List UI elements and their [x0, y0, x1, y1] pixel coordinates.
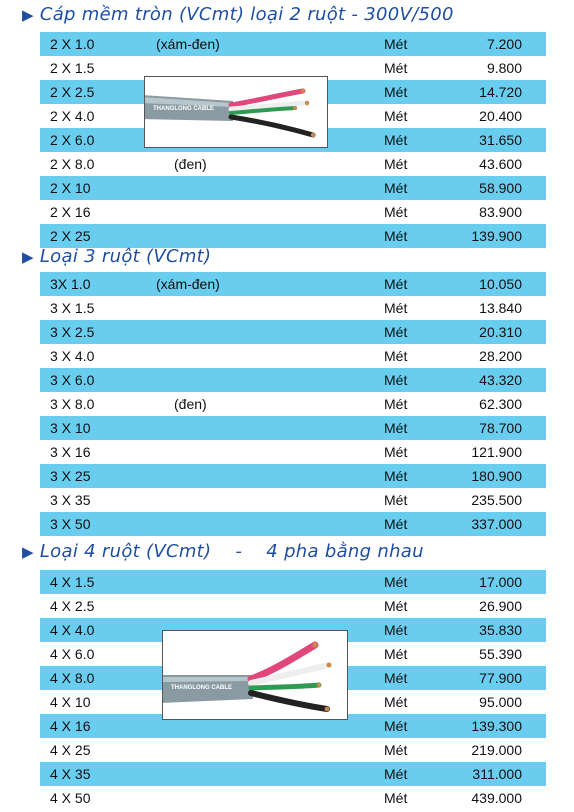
unit-cell: Mét: [384, 420, 408, 436]
size-cell: 4 X 6.0: [50, 646, 95, 662]
unit-cell: Mét: [384, 228, 408, 244]
section-2-heading: [22, 246, 211, 267]
size-cell: 3 X 4.0: [50, 348, 95, 364]
price-cell: 139.900: [471, 228, 522, 244]
unit-cell: Mét: [384, 396, 408, 412]
note-cell: (đen): [174, 156, 207, 172]
cable-illustration-2-core: [145, 77, 327, 147]
note-cell: (xám-đen): [156, 36, 220, 52]
unit-cell: Mét: [384, 646, 408, 662]
price-cell: 43.600: [479, 156, 522, 172]
price-cell: 180.900: [471, 468, 522, 484]
section-1-title: Cáp mềm tròn (VCmt) loại 2 ruột - 300V/500: [39, 4, 454, 25]
price-cell: 13.840: [479, 300, 522, 316]
table-row: [40, 786, 546, 810]
price-cell: 62.300: [479, 396, 522, 412]
unit-cell: Mét: [384, 276, 408, 292]
unit-cell: Mét: [384, 84, 408, 100]
unit-cell: Mét: [384, 598, 408, 614]
unit-cell: Mét: [384, 60, 408, 76]
size-cell: 2 X 6.0: [50, 132, 95, 148]
table-row: [40, 272, 546, 296]
table-row: [40, 176, 546, 200]
table-row: [40, 570, 546, 594]
unit-cell: Mét: [384, 180, 408, 196]
price-cell: 78.700: [479, 420, 522, 436]
price-cell: 439.000: [471, 790, 522, 806]
unit-cell: Mét: [384, 492, 408, 508]
table-row: [40, 368, 546, 392]
cable-photo-2-core: [144, 76, 328, 148]
triangle-bullet-icon: ▶: [22, 248, 34, 266]
unit-cell: Mét: [384, 132, 408, 148]
unit-cell: Mét: [384, 766, 408, 782]
size-cell: 4 X 10: [50, 694, 91, 710]
unit-cell: Mét: [384, 36, 408, 52]
unit-cell: Mét: [384, 372, 408, 388]
section-3-title: Loại 4 ruột (VCmt) - 4 pha bằng nhau: [39, 541, 424, 562]
unit-cell: Mét: [384, 444, 408, 460]
price-cell: 43.320: [479, 372, 522, 388]
price-cell: 219.000: [471, 742, 522, 758]
table-row: [40, 224, 546, 248]
table-row: [40, 488, 546, 512]
table-row: [40, 416, 546, 440]
unit-cell: Mét: [384, 670, 408, 686]
table-row: [40, 762, 546, 786]
unit-cell: Mét: [384, 574, 408, 590]
size-cell: 3 X 10: [50, 420, 91, 436]
size-cell: 2 X 16: [50, 204, 91, 220]
size-cell: 4 X 4.0: [50, 622, 95, 638]
price-cell: 28.200: [479, 348, 522, 364]
table-row: [40, 32, 546, 56]
table-row: [40, 594, 546, 618]
size-cell: 4 X 16: [50, 718, 91, 734]
unit-cell: Mét: [384, 790, 408, 806]
cable-photo-4-core: [162, 630, 348, 720]
table-row: [40, 464, 546, 488]
price-cell: 17.000: [479, 574, 522, 590]
note-cell: (xám-đen): [156, 276, 220, 292]
size-cell: 4 X 2.5: [50, 598, 95, 614]
size-cell: 2 X 8.0: [50, 156, 95, 172]
price-cell: 14.720: [479, 84, 522, 100]
size-cell: 2 X 2.5: [50, 84, 95, 100]
size-cell: 3 X 35: [50, 492, 91, 508]
price-cell: 311.000: [472, 766, 522, 782]
section-2-title: Loại 3 ruột (VCmt): [39, 246, 212, 267]
unit-cell: Mét: [384, 300, 408, 316]
price-cell: 9.800: [486, 60, 522, 76]
size-cell: 2 X 25: [50, 228, 91, 244]
size-cell: 4 X 35: [50, 766, 91, 782]
table-row: [40, 512, 546, 536]
table-row: [40, 320, 546, 344]
cable-wordmark: THANGLONG CABLE: [153, 106, 214, 112]
unit-cell: Mét: [384, 108, 408, 124]
triangle-bullet-icon: ▶: [22, 543, 34, 561]
unit-cell: Mét: [384, 204, 408, 220]
size-cell: 4 X 50: [50, 790, 91, 806]
price-cell: 58.900: [479, 180, 522, 196]
size-cell: 3 X 8.0: [50, 396, 95, 412]
size-cell: 3 X 16: [50, 444, 91, 460]
table-row: [40, 296, 546, 320]
size-cell: 4 X 1.5: [50, 574, 95, 590]
unit-cell: Mét: [384, 324, 408, 340]
price-cell: 337.000: [471, 516, 522, 532]
price-cell: 31.650: [479, 132, 522, 148]
table-row: [40, 392, 546, 416]
unit-cell: Mét: [384, 468, 408, 484]
section-2-table: [40, 272, 546, 536]
price-cell: 35.830: [479, 622, 522, 638]
size-cell: 3 X 25: [50, 468, 91, 484]
price-cell: 95.000: [479, 694, 522, 710]
price-cell: 10.050: [479, 276, 522, 292]
unit-cell: Mét: [384, 622, 408, 638]
table-row: [40, 738, 546, 762]
price-cell: 77.900: [479, 670, 522, 686]
unit-cell: Mét: [384, 516, 408, 532]
price-cell: 7.200: [486, 36, 522, 52]
size-cell: 2 X 1.5: [50, 60, 95, 76]
section-1-heading: [22, 4, 454, 25]
unit-cell: Mét: [384, 694, 408, 710]
section-3-heading: [22, 541, 424, 562]
price-cell: 26.900: [479, 598, 522, 614]
size-cell: 3X 1.0: [50, 276, 91, 292]
unit-cell: Mét: [384, 742, 408, 758]
price-cell: 83.900: [479, 204, 522, 220]
unit-cell: Mét: [384, 156, 408, 172]
size-cell: 4 X 8.0: [50, 670, 95, 686]
size-cell: 4 X 25: [50, 742, 91, 758]
size-cell: 2 X 10: [50, 180, 91, 196]
table-row: [40, 344, 546, 368]
size-cell: 2 X 4.0: [50, 108, 95, 124]
size-cell: 3 X 1.5: [50, 300, 95, 316]
price-cell: 235.500: [471, 492, 522, 508]
cable-wordmark: THANGLONG CABLE: [171, 685, 232, 691]
size-cell: 3 X 50: [50, 516, 91, 532]
unit-cell: Mét: [384, 718, 408, 734]
note-cell: (đen): [174, 396, 207, 412]
size-cell: 3 X 2.5: [50, 324, 95, 340]
triangle-bullet-icon: ▶: [22, 6, 34, 24]
table-row: [40, 152, 546, 176]
unit-cell: Mét: [384, 348, 408, 364]
table-row: [40, 440, 546, 464]
price-cell: 121.900: [471, 444, 522, 460]
price-cell: 55.390: [479, 646, 522, 662]
cable-illustration-4-core: [163, 631, 347, 719]
price-cell: 139.300: [471, 718, 522, 734]
table-row: [40, 200, 546, 224]
size-cell: 3 X 6.0: [50, 372, 95, 388]
price-cell: 20.310: [479, 324, 522, 340]
price-cell: 20.400: [479, 108, 522, 124]
size-cell: 2 X 1.0: [50, 36, 95, 52]
